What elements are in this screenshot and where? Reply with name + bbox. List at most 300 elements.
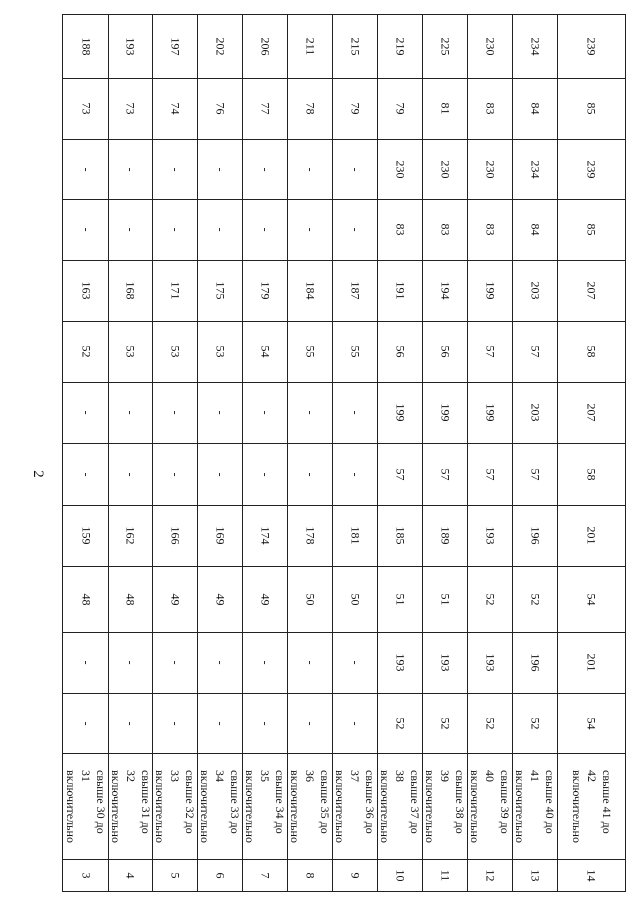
cell-value: - <box>258 721 272 725</box>
cell-value: 239 <box>584 37 599 56</box>
value-cell <box>377 382 422 443</box>
cell-value: - <box>213 721 227 725</box>
cell-value: - <box>123 227 138 232</box>
value-cell <box>63 139 108 199</box>
cell-value: 230 <box>483 37 497 56</box>
value-cell <box>557 199 625 260</box>
rotated-data-table <box>62 14 626 892</box>
value-cell <box>108 566 152 632</box>
cell-value: - <box>303 660 317 665</box>
value-cell <box>422 321 467 382</box>
cell-value: 51 <box>393 593 407 605</box>
cell-value: 207 <box>584 281 599 300</box>
cell-value: - <box>168 167 182 171</box>
value-cell <box>197 693 242 753</box>
cell-value: 203 <box>528 281 542 300</box>
range-label: свыше 40 до 41 включительно <box>513 769 557 843</box>
cell-value: 196 <box>528 526 542 545</box>
cell-value: - <box>348 227 362 232</box>
cell-value: 57 <box>528 345 542 358</box>
row-number-cell <box>332 859 377 891</box>
cell-value: 48 <box>123 593 138 605</box>
cell-value: 163 <box>79 281 93 300</box>
value-cell <box>63 78 108 139</box>
cell-value: 187 <box>348 281 362 300</box>
value-cell <box>108 382 152 443</box>
cell-value: - <box>79 660 93 665</box>
value-cell <box>422 566 467 632</box>
cell-value: 48 <box>79 593 93 605</box>
value-cell <box>242 566 287 632</box>
cell-value: - <box>213 472 227 476</box>
cell-value: - <box>303 167 317 171</box>
value-cell <box>377 566 422 632</box>
value-cell <box>152 139 197 199</box>
value-cell <box>152 443 197 505</box>
cell-value: 51 <box>438 593 452 605</box>
cell-value: - <box>168 660 182 665</box>
row-number: 6 <box>213 872 227 878</box>
value-cell <box>512 382 557 443</box>
value-cell <box>287 15 332 78</box>
value-cell <box>512 139 557 199</box>
cell-value: 56 <box>393 345 407 358</box>
value-cell <box>557 260 625 321</box>
value-cell <box>242 260 287 321</box>
value-cell <box>287 505 332 566</box>
cell-value: 193 <box>483 653 497 672</box>
value-cell <box>332 382 377 443</box>
value-cell <box>422 15 467 78</box>
value-cell <box>557 321 625 382</box>
row-number-cell <box>152 859 197 891</box>
value-cell <box>152 199 197 260</box>
range-label-cell <box>557 753 625 859</box>
value-cell <box>63 321 108 382</box>
cell-value: 194 <box>438 281 452 300</box>
cell-value: 184 <box>303 281 317 300</box>
value-cell <box>422 382 467 443</box>
cell-value: 171 <box>168 281 182 300</box>
row-number: 9 <box>348 872 362 878</box>
cell-value: 83 <box>438 223 452 236</box>
row-number: 13 <box>528 869 542 881</box>
cell-value: - <box>123 660 138 665</box>
cell-value: 188 <box>79 37 93 56</box>
cell-value: - <box>258 472 272 476</box>
value-cell <box>332 443 377 505</box>
row-number-cell <box>242 859 287 891</box>
value-cell <box>422 78 467 139</box>
range-label-cell <box>242 753 287 859</box>
value-cell <box>152 321 197 382</box>
cell-value: - <box>303 721 317 725</box>
value-cell <box>197 139 242 199</box>
range-label-cell <box>63 753 108 859</box>
cell-value: - <box>123 472 138 476</box>
cell-value: 49 <box>258 593 272 605</box>
value-cell <box>108 693 152 753</box>
value-cell <box>287 382 332 443</box>
cell-value: 179 <box>258 281 272 300</box>
value-cell <box>332 693 377 753</box>
value-cell <box>152 632 197 693</box>
row-number: 12 <box>483 869 497 881</box>
cell-value: 52 <box>483 593 497 605</box>
cell-value: 162 <box>123 526 138 545</box>
cell-value: - <box>348 410 362 415</box>
value-cell <box>197 199 242 260</box>
page-number: 2 <box>30 470 46 478</box>
value-cell <box>242 199 287 260</box>
value-cell <box>512 443 557 505</box>
value-cell <box>467 443 512 505</box>
value-cell <box>197 632 242 693</box>
cell-value: 73 <box>79 102 93 115</box>
value-cell <box>332 199 377 260</box>
value-cell <box>152 382 197 443</box>
cell-value: - <box>213 660 227 665</box>
value-cell <box>512 78 557 139</box>
value-cell <box>197 260 242 321</box>
value-cell <box>467 321 512 382</box>
cell-value: - <box>348 721 362 725</box>
value-cell <box>242 693 287 753</box>
value-cell <box>377 199 422 260</box>
value-cell <box>512 693 557 753</box>
value-cell <box>332 321 377 382</box>
cell-value: 57 <box>483 345 497 358</box>
value-cell <box>422 632 467 693</box>
cell-value: 83 <box>393 223 407 236</box>
cell-value: 52 <box>438 717 452 729</box>
cell-value: 219 <box>393 37 407 56</box>
value-cell <box>332 260 377 321</box>
cell-value: 57 <box>528 468 542 480</box>
cell-value: - <box>79 472 93 476</box>
row-number: 5 <box>168 872 182 878</box>
row-number: 11 <box>438 869 452 881</box>
cell-value: - <box>168 721 182 725</box>
cell-value: 58 <box>584 468 599 480</box>
cell-value: 52 <box>393 717 407 729</box>
cell-value: 174 <box>258 526 272 545</box>
range-label: свыше 33 до 34 включительно <box>198 769 242 843</box>
value-cell <box>152 505 197 566</box>
cell-value: 57 <box>393 468 407 480</box>
cell-value: - <box>303 227 317 232</box>
cell-value: 79 <box>348 102 362 115</box>
value-cell <box>467 199 512 260</box>
cell-value: 201 <box>584 653 599 672</box>
cell-value: 215 <box>348 37 362 56</box>
value-cell <box>287 632 332 693</box>
cell-value: 159 <box>79 526 93 545</box>
value-cell <box>197 78 242 139</box>
value-cell <box>242 632 287 693</box>
range-label: свыше 30 до 31 включительно <box>64 769 108 843</box>
cell-value: 55 <box>348 345 362 358</box>
value-cell <box>377 321 422 382</box>
cell-value: 84 <box>528 223 542 236</box>
row-number: 10 <box>393 869 407 881</box>
value-cell <box>197 505 242 566</box>
range-label-cell <box>467 753 512 859</box>
value-cell <box>467 260 512 321</box>
value-cell <box>108 15 152 78</box>
value-cell <box>422 199 467 260</box>
cell-value: 230 <box>438 160 452 178</box>
range-label: свыше 39 до 40 включительно <box>468 769 512 843</box>
row-number: 7 <box>258 872 272 878</box>
cell-value: 53 <box>123 345 138 358</box>
value-cell <box>63 15 108 78</box>
range-label: свыше 34 до 35 включительно <box>243 769 287 843</box>
cell-value: 199 <box>483 281 497 300</box>
value-cell <box>557 566 625 632</box>
value-cell <box>108 199 152 260</box>
cell-value: 191 <box>393 281 407 300</box>
value-cell <box>242 382 287 443</box>
row-number-cell <box>197 859 242 891</box>
range-label: свыше 35 до 36 включительно <box>288 769 332 843</box>
cell-value: 193 <box>123 37 138 56</box>
range-label-cell <box>152 753 197 859</box>
cell-value: - <box>348 472 362 476</box>
cell-value: 206 <box>258 37 272 56</box>
value-cell <box>108 139 152 199</box>
range-label: свыше 36 до 37 включительно <box>333 769 377 843</box>
cell-value: 85 <box>584 223 599 236</box>
range-label: свыше 38 до 39 включительно <box>423 769 467 843</box>
cell-value: - <box>79 167 93 171</box>
range-label-cell <box>197 753 242 859</box>
range-label-cell <box>287 753 332 859</box>
value-cell <box>557 505 625 566</box>
cell-value: 85 <box>584 102 599 115</box>
cell-value: - <box>213 167 227 171</box>
value-cell <box>108 505 152 566</box>
cell-value: 54 <box>584 593 599 605</box>
value-cell <box>377 260 422 321</box>
value-cell <box>242 139 287 199</box>
cell-value: 54 <box>258 345 272 358</box>
cell-value: 168 <box>123 281 138 300</box>
value-cell <box>63 443 108 505</box>
cell-value: 239 <box>584 160 599 178</box>
value-cell <box>557 632 625 693</box>
value-cell <box>287 139 332 199</box>
value-cell <box>557 15 625 78</box>
cell-value: 84 <box>528 102 542 115</box>
cell-value: 196 <box>528 653 542 672</box>
value-cell <box>377 139 422 199</box>
cell-value: 52 <box>528 593 542 605</box>
cell-value: 178 <box>303 526 317 545</box>
value-cell <box>422 139 467 199</box>
value-cell <box>287 443 332 505</box>
value-cell <box>152 260 197 321</box>
value-cell <box>467 15 512 78</box>
cell-value: 57 <box>438 468 452 480</box>
row-number: 8 <box>303 872 317 878</box>
cell-value: 79 <box>393 102 407 115</box>
cell-value: 53 <box>213 345 227 358</box>
value-cell <box>332 566 377 632</box>
value-cell <box>332 632 377 693</box>
value-cell <box>557 78 625 139</box>
cell-value: 53 <box>168 345 182 358</box>
cell-value: 193 <box>393 653 407 672</box>
value-cell <box>287 78 332 139</box>
value-cell <box>63 199 108 260</box>
value-cell <box>108 78 152 139</box>
cell-value: 57 <box>483 468 497 480</box>
value-cell <box>63 693 108 753</box>
value-cell <box>152 693 197 753</box>
row-number-cell <box>63 859 108 891</box>
value-cell <box>332 139 377 199</box>
cell-value: 54 <box>584 717 599 729</box>
cell-value: 78 <box>303 102 317 115</box>
cell-value: 175 <box>213 281 227 300</box>
cell-value: 52 <box>528 717 542 729</box>
row-number-cell <box>422 859 467 891</box>
cell-value: 58 <box>584 345 599 358</box>
cell-value: - <box>348 660 362 665</box>
row-number-cell <box>108 859 152 891</box>
cell-value: 199 <box>483 403 497 422</box>
cell-value: 56 <box>438 345 452 358</box>
value-cell <box>332 505 377 566</box>
value-cell <box>422 505 467 566</box>
value-cell <box>512 632 557 693</box>
cell-value: 52 <box>483 717 497 729</box>
range-label-cell <box>422 753 467 859</box>
range-label-cell <box>108 753 152 859</box>
value-cell <box>512 15 557 78</box>
row-number-cell <box>557 859 625 891</box>
cell-value: - <box>258 227 272 232</box>
value-cell <box>377 693 422 753</box>
value-cell <box>108 260 152 321</box>
cell-value: 234 <box>528 160 542 178</box>
value-cell <box>108 443 152 505</box>
cell-value: 199 <box>393 403 407 422</box>
cell-value: - <box>123 721 138 725</box>
range-label-cell <box>512 753 557 859</box>
value-cell <box>557 139 625 199</box>
value-cell <box>197 382 242 443</box>
value-cell <box>63 382 108 443</box>
value-cell <box>332 15 377 78</box>
value-cell <box>377 632 422 693</box>
cell-value: - <box>123 167 138 171</box>
value-cell <box>63 566 108 632</box>
cell-value: - <box>79 227 93 232</box>
range-label-cell <box>377 753 422 859</box>
cell-value: - <box>258 167 272 171</box>
value-cell <box>287 566 332 632</box>
range-label-cell <box>332 753 377 859</box>
range-label: свыше 31 до 32 включительно <box>108 769 153 843</box>
value-cell <box>512 199 557 260</box>
value-cell <box>287 199 332 260</box>
cell-value: 230 <box>483 160 497 178</box>
value-cell <box>557 693 625 753</box>
value-cell <box>152 566 197 632</box>
cell-value: 230 <box>393 160 407 178</box>
row-number-cell <box>377 859 422 891</box>
cell-value: 49 <box>168 593 182 605</box>
value-cell <box>287 260 332 321</box>
value-cell <box>197 15 242 78</box>
range-label: свыше 32 до 33 включительно <box>153 769 197 843</box>
cell-value: - <box>303 410 317 415</box>
row-number-cell <box>287 859 332 891</box>
cell-value: - <box>79 721 93 725</box>
value-cell <box>422 443 467 505</box>
cell-value: 234 <box>528 37 542 56</box>
value-cell <box>287 693 332 753</box>
cell-value: 189 <box>438 526 452 545</box>
value-cell <box>467 632 512 693</box>
value-cell <box>512 260 557 321</box>
value-cell <box>377 505 422 566</box>
cell-value: 203 <box>528 403 542 422</box>
value-cell <box>422 260 467 321</box>
cell-value: 193 <box>483 526 497 545</box>
value-cell <box>512 566 557 632</box>
cell-value: 74 <box>168 102 182 115</box>
cell-value: 199 <box>438 403 452 422</box>
cell-value: 76 <box>213 102 227 115</box>
range-label: свыше 41 до 42 включительно <box>569 769 614 843</box>
row-number-cell <box>467 859 512 891</box>
value-cell <box>377 443 422 505</box>
cell-value: 55 <box>303 345 317 358</box>
value-cell <box>63 505 108 566</box>
cell-value: - <box>79 410 93 415</box>
cell-value: 201 <box>584 526 599 545</box>
cell-value: 52 <box>79 345 93 358</box>
cell-value: 49 <box>213 593 227 605</box>
cell-value: - <box>123 410 138 415</box>
row-number: 3 <box>79 872 93 878</box>
value-cell <box>467 382 512 443</box>
cell-value: 169 <box>213 526 227 545</box>
cell-value: - <box>168 472 182 476</box>
cell-value: - <box>348 167 362 171</box>
value-cell <box>197 566 242 632</box>
value-cell <box>63 632 108 693</box>
value-cell <box>242 321 287 382</box>
value-cell <box>377 78 422 139</box>
value-cell <box>467 78 512 139</box>
value-cell <box>512 321 557 382</box>
value-cell <box>467 505 512 566</box>
value-cell <box>512 505 557 566</box>
row-number: 14 <box>584 869 599 881</box>
cell-value: 73 <box>123 102 138 115</box>
range-label: свыше 37 до 38 включительно <box>378 769 422 843</box>
cell-value: 193 <box>438 653 452 672</box>
cell-value: 83 <box>483 102 497 115</box>
cell-value: - <box>258 660 272 665</box>
cell-value: 50 <box>348 593 362 605</box>
value-cell <box>332 78 377 139</box>
cell-value: - <box>213 410 227 415</box>
